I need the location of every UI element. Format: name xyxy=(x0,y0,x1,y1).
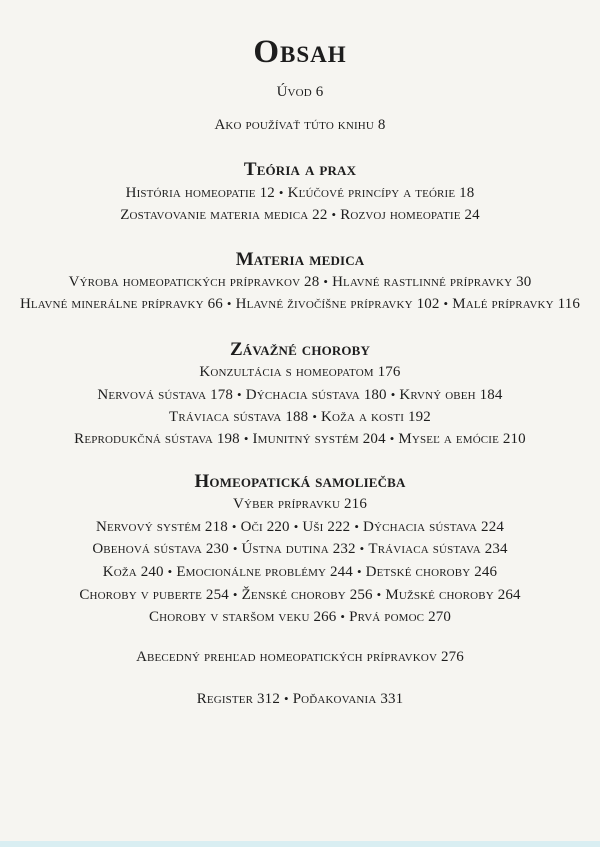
toc-entry: Oči 220 xyxy=(240,519,290,535)
bullet-separator: • xyxy=(231,519,237,534)
toc-entry: Detské choroby 246 xyxy=(365,564,498,580)
toc-entry: Mužské choroby 264 xyxy=(385,587,521,603)
bullet-separator: • xyxy=(312,409,318,424)
toc-entry: Krvný obeh 184 xyxy=(399,387,503,403)
bullet-separator: • xyxy=(232,541,238,556)
toc-entry: Prvá pomoc 270 xyxy=(349,609,452,625)
bullet-separator: • xyxy=(278,185,284,200)
toc-entry: História homeopatie 12 xyxy=(125,185,275,201)
toc-line xyxy=(0,409,600,426)
toc-entry: Obehová sústava 230 xyxy=(92,541,229,557)
bullet-separator: • xyxy=(376,587,382,602)
toc-line xyxy=(0,387,600,404)
toc-entry: Nervová sústava 178 xyxy=(97,387,234,403)
bullet-separator: • xyxy=(293,519,299,534)
bullet-separator: • xyxy=(354,519,360,534)
section-heading: Materia medica xyxy=(235,249,365,270)
toc-entry-remedy-index: Abecedný prehľad homeopatických prípravkov 276 xyxy=(136,649,464,665)
toc-entry: Reprodukčná sústava 198 xyxy=(74,431,240,447)
toc-entry: Koža a kosti 192 xyxy=(321,409,431,425)
toc-entry: Imunitný systém 204 xyxy=(252,431,386,447)
bullet-separator: • xyxy=(232,587,238,602)
toc-entry: Choroby v puberte 254 xyxy=(79,587,229,603)
toc-entry: Výber prípravku 216 xyxy=(233,496,367,512)
toc-line xyxy=(0,541,600,558)
toc-line xyxy=(0,364,600,381)
toc-entry: Výroba homeopatických prípravkov 28 xyxy=(68,274,320,290)
toc-entry: Myseľ a emócie 210 xyxy=(398,431,526,447)
bullet-separator: • xyxy=(237,387,242,402)
bullet-separator: • xyxy=(340,609,346,624)
toc-line xyxy=(0,519,600,536)
toc-entry-acknowledgements: Poďakovania 331 xyxy=(292,691,404,707)
section-heading: Teória a prax xyxy=(243,159,357,180)
bullet-separator: • xyxy=(390,387,396,402)
toc-entry-closing xyxy=(0,691,600,708)
toc-entry: Hlavné minerálne prípravky 66 xyxy=(19,296,223,312)
toc-entry: Malé prípravky 116 xyxy=(452,296,581,312)
toc-entry: Tráviaca sústava 234 xyxy=(368,541,508,557)
toc-line xyxy=(0,609,600,626)
bullet-separator: • xyxy=(226,296,232,311)
bullet-separator: • xyxy=(356,564,362,579)
bullet-separator: • xyxy=(167,564,173,579)
toc-line xyxy=(0,207,600,224)
toc-entry: Zostavovanie materia medica 22 xyxy=(120,207,328,223)
bullet-separator: • xyxy=(283,691,289,706)
toc-entry: Koža 240 xyxy=(102,564,164,580)
toc-entry-intro: Úvod 6 xyxy=(276,84,324,100)
toc-line xyxy=(0,185,600,202)
bullet-separator: • xyxy=(389,431,395,446)
toc-entry: Hlavné rastlinné prípravky 30 xyxy=(332,274,532,290)
page-title: Obsah xyxy=(253,34,347,70)
toc-entry: Ústna dutina 232 xyxy=(241,541,356,557)
toc-line xyxy=(0,431,600,448)
bullet-separator: • xyxy=(331,207,337,222)
toc-entry-register: Register 312 xyxy=(196,691,280,707)
toc-entry: Hlavné živočíšne prípravky 102 xyxy=(235,296,440,312)
toc-entry-how-to-use: Ako používať túto knihu 8 xyxy=(214,117,386,133)
toc-entry: Uši 222 xyxy=(302,519,351,535)
section-heading: Závažné choroby xyxy=(229,339,371,360)
toc-entry: Tráviaca sústava 188 xyxy=(169,409,309,425)
bullet-separator: • xyxy=(443,296,449,311)
bullet-separator: • xyxy=(243,431,249,446)
section-heading: Homeopatická samoliečba xyxy=(194,471,406,492)
toc-entry: Dýchacia sústava 180 xyxy=(245,387,387,403)
toc-line xyxy=(0,564,600,581)
toc-entry: Nervový systém 218 xyxy=(95,519,228,535)
toc-line xyxy=(0,587,600,604)
page-edge-strip xyxy=(0,841,600,847)
toc-entry: Konzultácia s homeopatom 176 xyxy=(199,364,401,380)
toc-entry: Kľúčové princípy a teórie 18 xyxy=(287,185,475,201)
bullet-separator: • xyxy=(359,541,365,556)
toc-entry: Dýchacia sústava 224 xyxy=(363,519,505,535)
toc-entry: Ženské choroby 256 xyxy=(241,587,373,603)
toc-entry: Choroby v staršom veku 266 xyxy=(148,609,337,625)
bullet-separator: • xyxy=(323,274,329,289)
toc-entry: Rozvoj homeopatie 24 xyxy=(340,207,480,223)
toc-line xyxy=(0,274,600,291)
toc-line xyxy=(0,296,600,313)
toc-entry: Emocionálne problémy 244 xyxy=(176,564,353,580)
toc-line xyxy=(0,496,600,513)
